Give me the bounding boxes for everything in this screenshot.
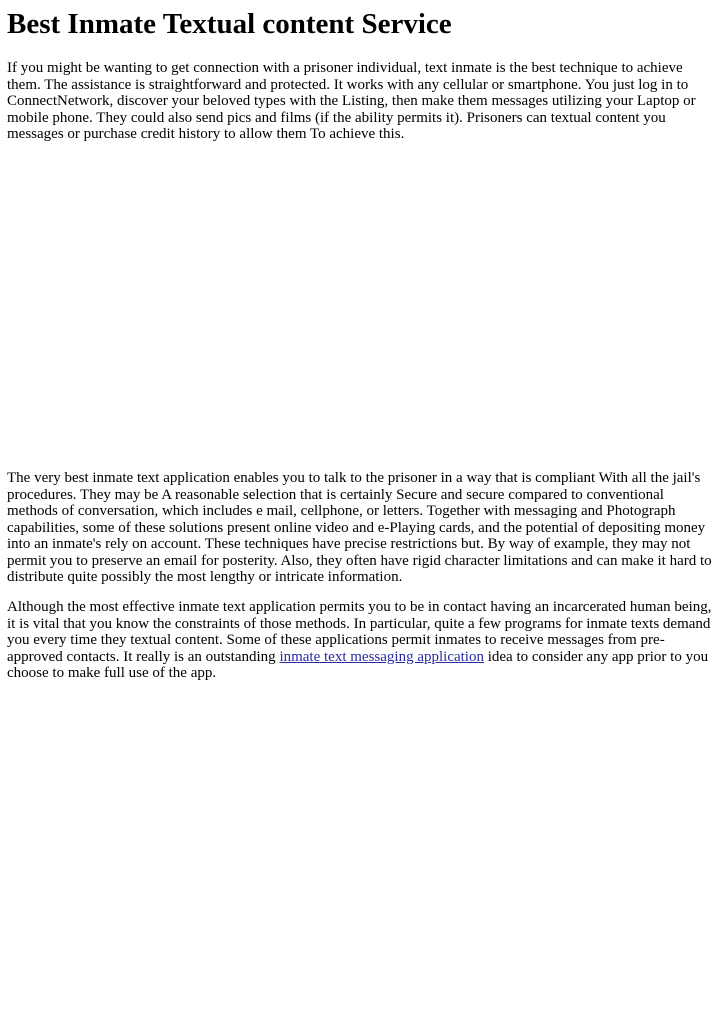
closing-text-before-link: Although the most effective inmate text application permits you to be in contact having an incarcerated human being, it is vital that you know the constraints of those methods. In particular, quite a few programs for inmate texts demand you every time they textual content. Some of these applications permit inmates to receive messages from pre-approved contacts. It really is an outstanding bbox=[7, 599, 712, 665]
intro-paragraph: If you might be wanting to get connection with a prisoner individual, text inmate is the best technique to achieve them. The assistance is straightforward and protected. It works with any cellular or smartphone. You just log in to ConnectNetwork, discover your beloved types with the Listing, then make them messages utilizing your Laptop or mobile phone. They could also send pics and films (if the ability permits it). Prisoners can textual content you messages or purchase credit history to allow them To achieve this. bbox=[7, 60, 696, 142]
page-title: Best Inmate Textual content Service bbox=[7, 8, 452, 40]
inmate-text-messaging-link[interactable]: inmate text messaging application bbox=[279, 648, 484, 665]
blank-embed-area bbox=[7, 160, 715, 460]
closing-text-after-link: idea to consider any app prior to you choose to make full use of the app. bbox=[7, 648, 709, 681]
closing-paragraph bbox=[7, 599, 715, 682]
article bbox=[7, 0, 715, 681]
body-paragraph: The very best inmate text application enables you to talk to the prisoner in a way that is compliant With all the jail's procedures. They may be A reasonable selection that is certainly Secure and secure compared to conventional methods of conversation, which includes e mail, cellphone, or letters. Together with messaging and Photograph capabilities, some of these solutions present online video and e-Playing cards, and the potential of depositing money into an inmate's rely on account. These techniques have precise restrictions but. By way of example, they may not permit you to preserve an email for posterity. Also, they often have rigid character limitations and can make it hard to distribute quite possibly the most lengthy or intricate information. bbox=[7, 470, 712, 585]
